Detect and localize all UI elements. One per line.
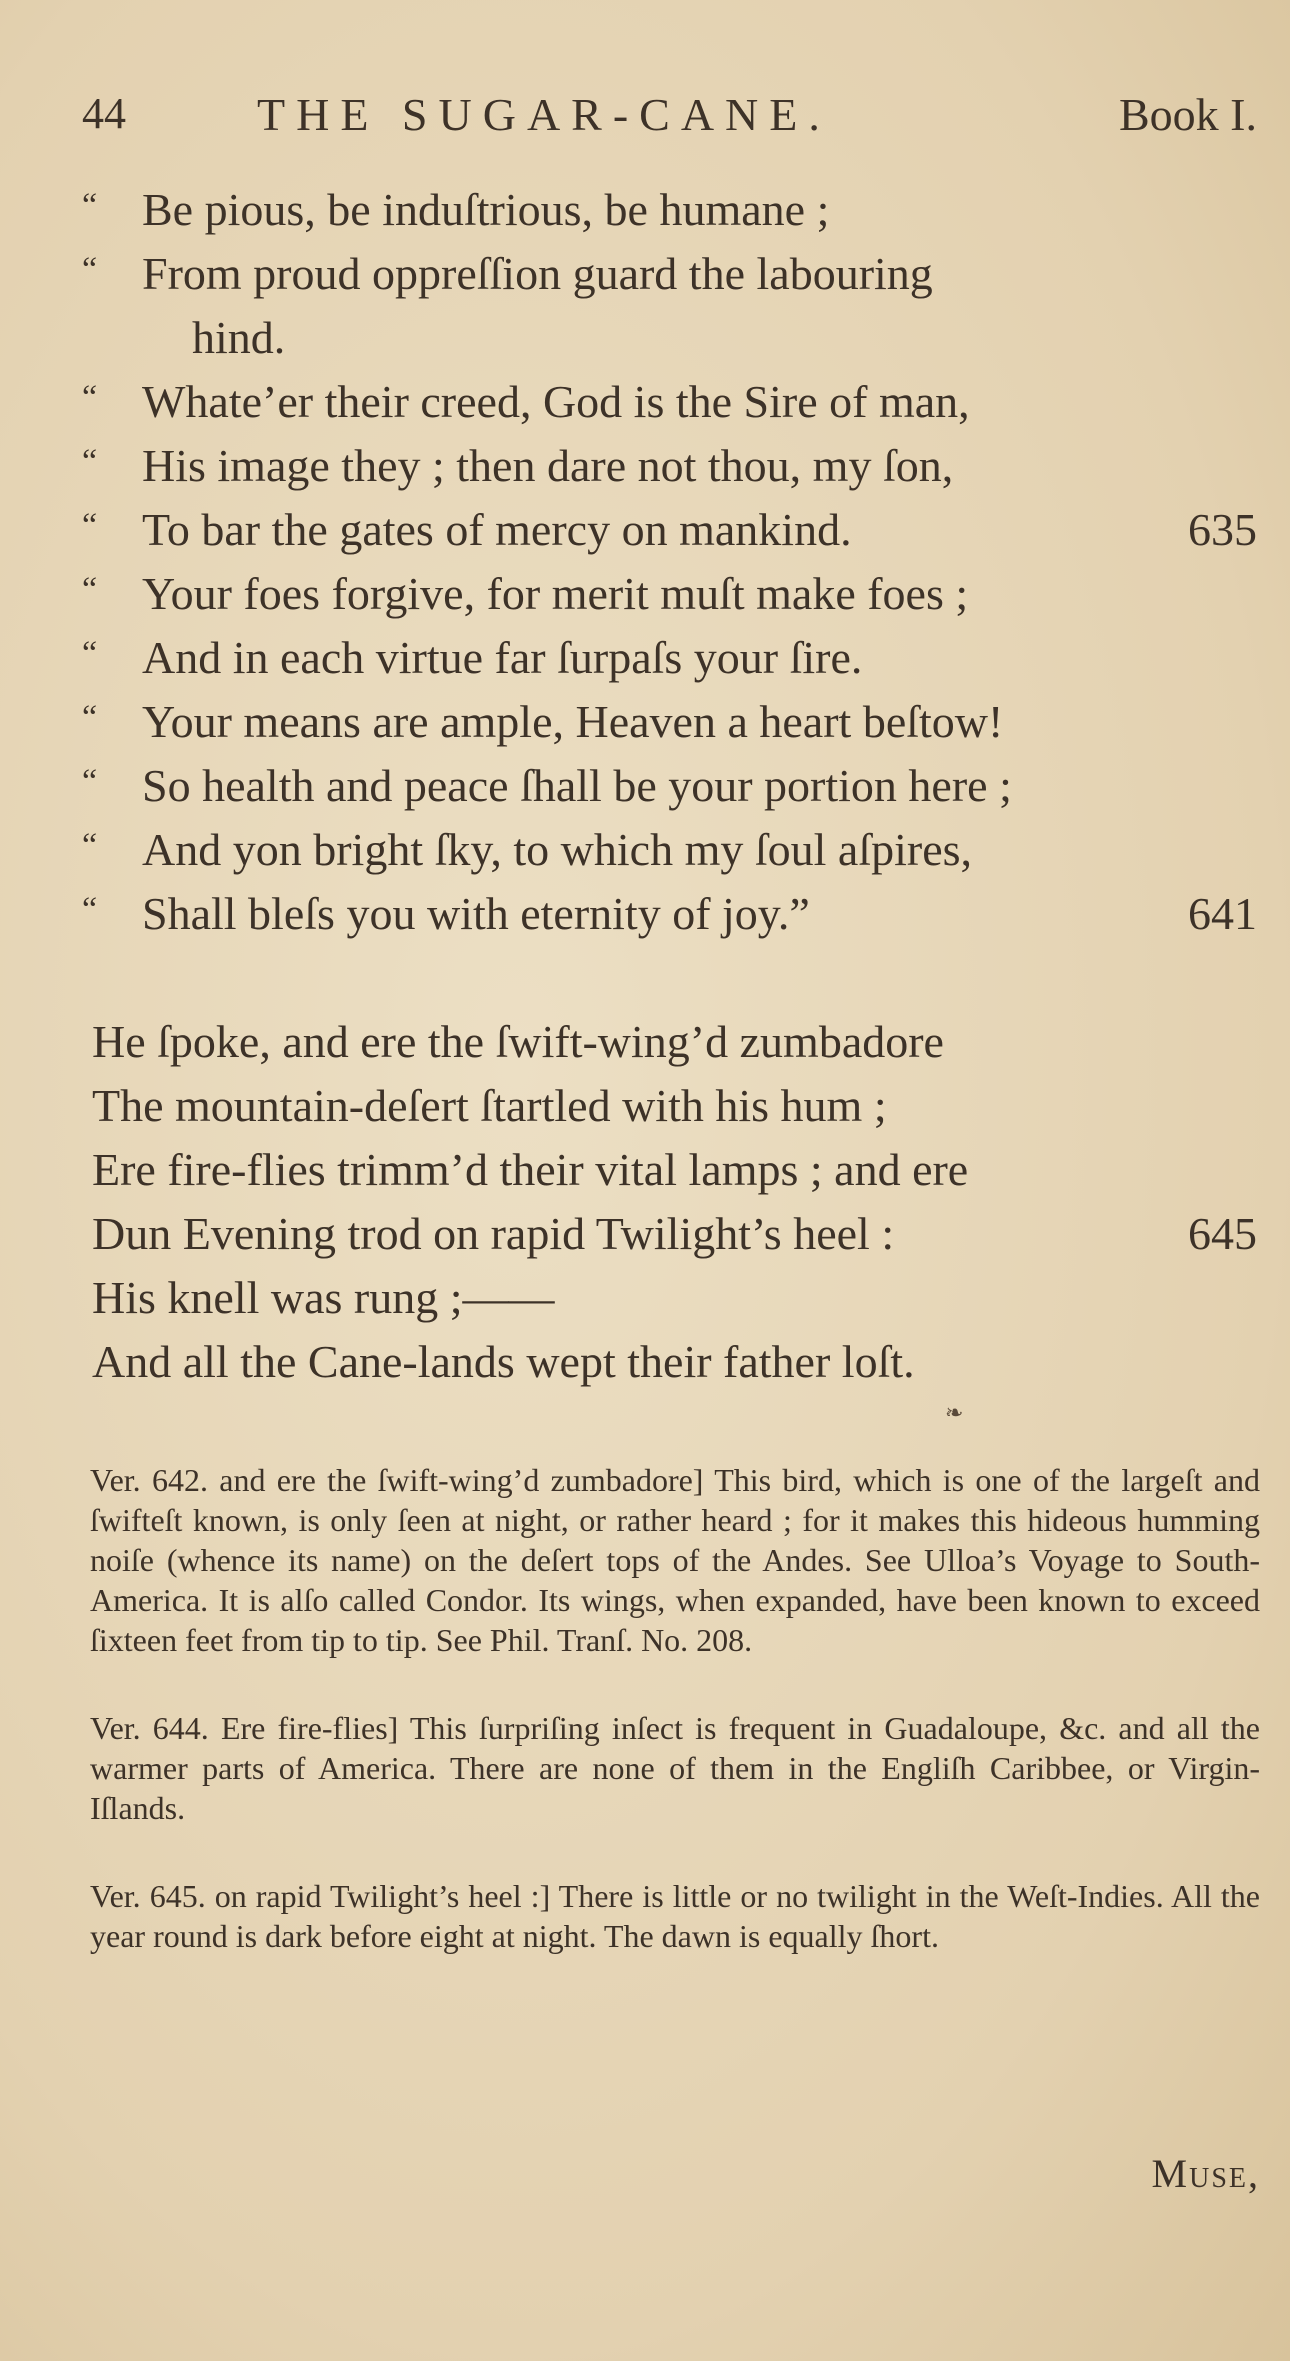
footnotes <box>90 1460 1260 2004</box>
verse-line: And all the Cane-lands wept their father loſt. <box>92 1336 915 1387</box>
verse-line: “ From proud oppreſſion guard the labouring hind. <box>82 248 933 363</box>
running-title: THE SUGAR-CANE. <box>257 89 831 140</box>
verse-line: Ere fire-flies trimm’d their vital lamps ; and ere <box>92 1144 969 1195</box>
footnote: Ver. 642. and ere the ſwift-wing’d zumbadore] This bird, which is one of the largeſt and ſwifteſt known, is only ſeen at night, or rather heard ; for it makes this hideous humming noiſe (whence its name) on the deſert tops of the Andes. See Ulloa’s Voyage to South-America. It is alſo called Condor. Its wings, when expanded, have been known to exceed ſixteen feet from tip to tip. See Phil. Tranſ. No. 208. <box>90 1462 1260 1658</box>
verse-line: “ Be pious, be induſtrious, be humane ; <box>82 184 830 235</box>
verse-line: “ And yon bright ſky, to which my ſoul aſpires, <box>82 824 973 875</box>
ornament-mark: ❧ <box>945 1400 964 1425</box>
verse-line: “ To bar the gates of mercy on mankind. 635 <box>82 498 1257 562</box>
footnote: Ver. 645. on rapid Twilight’s heel :] There is little or no twilight in the Weſt-Indies. All the year round is dark before eight at night. The dawn is equally ſhort. <box>90 1878 1260 1954</box>
verse-line: The mountain-deſert ſtartled with his hum ; <box>92 1080 887 1131</box>
page-number: 44 <box>82 89 126 138</box>
verse-line: “ Whate’er their creed, God is the Sire of man, <box>82 376 970 427</box>
verse-line: “ Shall bleſs you with eternity of joy.” 641 <box>82 882 1257 946</box>
catchword: Muse, <box>1151 2151 1260 2196</box>
line-number: 645 <box>1188 1208 1257 1259</box>
verse-line: His knell was rung ;—— <box>92 1272 555 1323</box>
verse-block-narrative <box>82 1010 1257 1394</box>
verse-line: “ Your foes forgive, for merit muſt make foes ; <box>82 568 969 619</box>
footnote: Ver. 644. Ere fire-flies] This ſurpriſing inſect is frequent in Guadaloupe, &c. and all the warmer parts of America. There are none of them in the Engliſh Caribbee, or Virgin-Iſlands. <box>90 1710 1260 1826</box>
line-number: 635 <box>1188 504 1257 555</box>
verse-line: “ Your means are ample, Heaven a heart beſtow! <box>82 696 1004 747</box>
line-number: 641 <box>1188 888 1257 939</box>
verse-line: He ſpoke, and ere the ſwift-wing’d zumbadore <box>92 1016 944 1067</box>
page-header <box>82 88 1257 158</box>
verse-line: Dun Evening trod on rapid Twilight’s heel : 645 <box>82 1202 1257 1266</box>
verse-block-speech <box>82 178 1257 946</box>
book-label: Book I. <box>1119 89 1257 140</box>
verse-line: “ So health and peace ſhall be your portion here ; <box>82 760 1012 811</box>
verse-line: “ And in each virtue far ſurpaſs your ſire. <box>82 632 863 683</box>
verse-line: “ His image they ; then dare not thou, my ſon, <box>82 440 954 491</box>
